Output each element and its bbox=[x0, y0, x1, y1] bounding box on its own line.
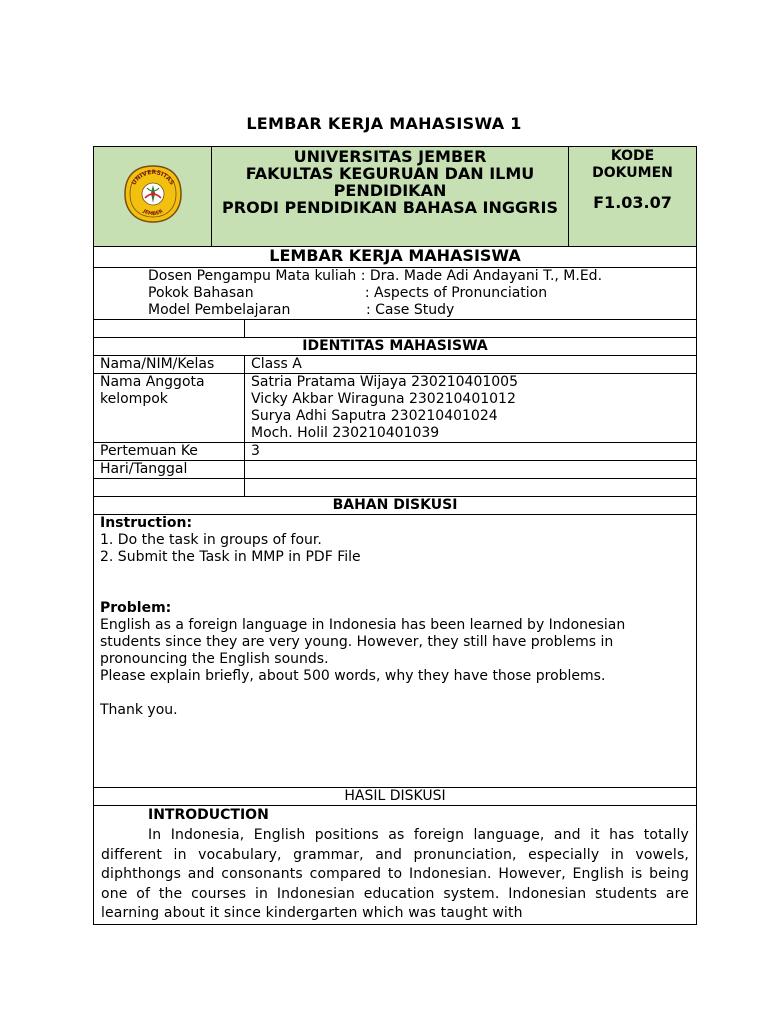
logo-text-bottom: JEMBER bbox=[141, 208, 164, 218]
empty-cell bbox=[245, 479, 697, 497]
page-title: LEMBAR KERJA MAHASISWA 1 bbox=[246, 114, 522, 133]
discussion-result-body bbox=[94, 806, 697, 925]
header-program: PRODI PENDIDIKAN BAHASA INGGRIS bbox=[222, 198, 558, 217]
empty-cell bbox=[245, 320, 697, 338]
meeting-label: Pertemuan Ke bbox=[94, 443, 245, 461]
logo-cell bbox=[94, 147, 212, 247]
worksheet-title: LEMBAR KERJA MAHASISWA bbox=[94, 247, 697, 268]
instruction-item: 1. Do the task in groups of four. bbox=[100, 532, 322, 548]
header-faculty: FAKULTAS KEGURUAN DAN ILMU PENDIDIKAN bbox=[245, 164, 535, 200]
empty-cell bbox=[94, 479, 245, 497]
member-item: Satria Pratama Wijaya 230210401005 bbox=[251, 374, 518, 390]
meeting-value: 3 bbox=[245, 443, 697, 461]
worksheet-table bbox=[93, 146, 697, 925]
course-topic: Pokok Bahasan : Aspects of Pronunciation bbox=[148, 285, 548, 301]
university-seal-icon bbox=[121, 164, 185, 224]
document-code-cell bbox=[569, 147, 697, 247]
header-university: UNIVERSITAS JEMBER bbox=[293, 147, 487, 166]
course-lecturer: Dosen Pengampu Mata kuliah : Dra. Made Adi Andayani T., M.Ed. bbox=[148, 268, 603, 284]
introduction-heading: INTRODUCTION bbox=[148, 807, 269, 823]
member-item: Surya Adhi Saputra 230210401024 bbox=[251, 408, 498, 424]
institution-header bbox=[212, 147, 569, 247]
document-code-label: KODE DOKUMEN bbox=[592, 148, 673, 181]
discussion-result-title: HASIL DISKUSI bbox=[94, 788, 697, 806]
identity-section-title: IDENTITAS MAHASISWA bbox=[94, 338, 697, 356]
closing-text: Thank you. bbox=[100, 702, 178, 718]
members-list bbox=[245, 374, 697, 443]
name-value: Class A bbox=[245, 356, 697, 374]
problem-text: English as a foreign language in Indonesia has been learned by Indonesian students since they are very young. However, they still have problems in pronouncing the English sounds. bbox=[100, 617, 626, 667]
date-value bbox=[245, 461, 697, 479]
document-code-value: F1.03.07 bbox=[593, 193, 672, 212]
members-label: Nama Anggota kelompok bbox=[94, 374, 245, 443]
introduction-text: In Indonesia, English positions as foreign language, and it has totally different in vocabulary, grammar, and pronunciation, especially in vowels, diphthongs and consonants compared to Indonesian. However, English is being one of the courses in Indonesian education system. Indonesian students are learning about it since kindergarten which was taught with bbox=[101, 827, 689, 922]
instruction-item: 2. Submit the Task in MMP in PDF File bbox=[100, 549, 361, 565]
member-item: Moch. Holil 230210401039 bbox=[251, 425, 440, 441]
empty-cell bbox=[94, 320, 245, 338]
course-info bbox=[94, 268, 697, 320]
problem-request: Please explain briefly, about 500 words, why they have those problems. bbox=[100, 668, 606, 684]
problem-label: Problem: bbox=[100, 600, 172, 616]
name-label: Nama/NIM/Kelas bbox=[94, 356, 245, 374]
discussion-material-body bbox=[94, 515, 697, 788]
discussion-material-title: BAHAN DISKUSI bbox=[94, 497, 697, 515]
instruction-label: Instruction: bbox=[100, 515, 193, 531]
course-model: Model Pembelajaran : Case Study bbox=[148, 302, 455, 318]
logo-text-top: UNIVERSITAS bbox=[130, 168, 175, 187]
date-label: Hari/Tanggal bbox=[94, 461, 245, 479]
member-item: Vicky Akbar Wiraguna 230210401012 bbox=[251, 391, 516, 407]
